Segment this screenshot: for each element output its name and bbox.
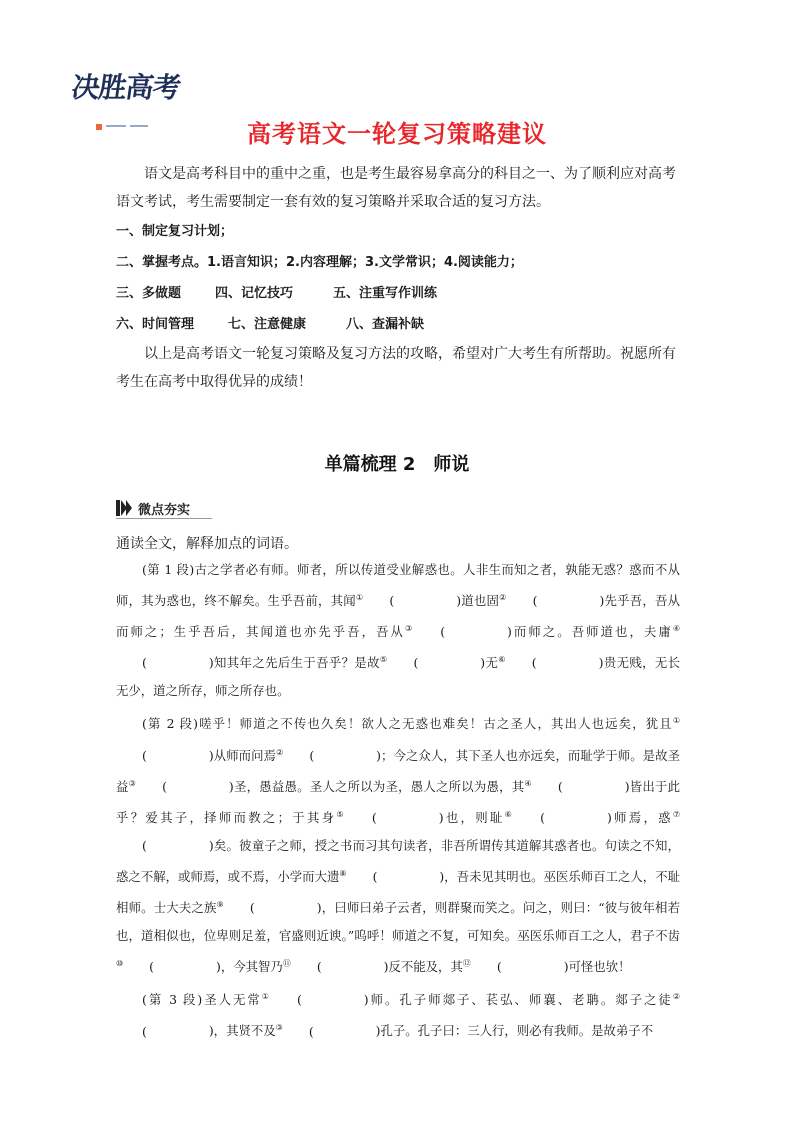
intro-paragraph-1: 语文是高考科目中的重中之重，也是考生最容易拿高分的科目之一、为了顺利应对高考语文考试，考生需要制定一套有效的复习策略并采取合适的复习方法。 (116, 166, 676, 210)
text-segment: )孔子。孔子曰：三人行，则必有我师。是故弟子不 (375, 1023, 654, 1039)
text-segment: )反不能及，其 (383, 959, 463, 975)
text-segment: (第 3 段)圣人无常 (142, 992, 262, 1008)
text-segment: (第 2 段)嗟乎！师道之不传也久矣！欲人之无惑也难矣！古之圣人，其出人也远矣，犹且 (142, 716, 673, 732)
strategy-item-3: 三、多做题 (116, 286, 182, 301)
text-segment: )先乎吾，吾从而师之；生乎吾后，其闻道也亦先乎吾，吾从 (116, 593, 681, 640)
answer-blank[interactable]: ( (496, 959, 502, 975)
answer-blank[interactable]: ( (309, 747, 315, 763)
tag-label: 微点夯实 (138, 503, 191, 518)
blank-number: ④ (524, 778, 532, 788)
text-segment: )皆出于此乎？爱其子，择师而教之；于其身 (116, 778, 681, 825)
blank-number: ⑤ (379, 655, 388, 665)
blank-number: ③ (404, 624, 415, 634)
text-segment: )圣，愚益愚。圣人之所以为圣，愚人之所以为愚，其 (228, 778, 525, 794)
text-segment: )贵无贱，无长无少，道之所存，师之所存也。 (116, 655, 681, 699)
text-segment: )也，则耻 (438, 809, 505, 825)
answer-blank[interactable]: ( (372, 869, 378, 884)
text-segment: )，吾未见其明也。巫医乐师百工之人，不耻相师。士大夫之族 (116, 869, 681, 916)
text-paragraph-3 (116, 983, 680, 1045)
answer-blank[interactable]: ( (440, 624, 446, 640)
blank-number: ② (499, 593, 507, 602)
text-segment: )，今其智乃 (216, 959, 283, 975)
text-paragraph-2 (116, 707, 680, 981)
blank-number: ① (672, 716, 680, 726)
answer-blank[interactable]: ( (389, 593, 395, 609)
strategy-item-1: 一、制定复习计划； (116, 224, 234, 239)
text-segment: )，其贤不及 (208, 1023, 276, 1039)
text-segment: )矣。彼童子之师，授之书而习其句读者，非吾所谓传其道解其惑者也。句读之不知，惑之不解，或师焉，或不焉，小学而大遗 (116, 837, 680, 884)
answer-blank[interactable]: ( (142, 837, 147, 853)
blank-number: ③ (128, 778, 137, 788)
answer-blank[interactable]: ( (142, 655, 147, 671)
strategy-item-6: 六、时间管理 (116, 317, 195, 332)
blank-number: ⑩ (116, 959, 124, 969)
blank-number: ① (261, 992, 271, 1002)
blank-number: ⑥ (504, 809, 515, 819)
text-segment: )可怪也欤！ (563, 959, 631, 975)
answer-blank[interactable]: ( (540, 809, 545, 825)
text-segment: )知其年之先后生于吾乎？是故 (208, 655, 380, 671)
text-segment: )道也固 (456, 593, 500, 609)
answer-blank[interactable]: ( (531, 655, 537, 671)
strategy-item-7: 七、注意健康 (228, 317, 307, 332)
text-segment: )，曰师曰弟子云者，则群聚而笑之。问之，则曰：“彼与彼年相若也，道相似也，位卑则足羞，官盛则近谀。”呜呼！师道之不复，可知矣。巫医乐师百工之人，君子不齿 (116, 900, 681, 944)
classical-text (116, 556, 680, 1046)
section-title: 单篇梳理 2 师说 (324, 454, 470, 475)
answer-blank[interactable]: ( (557, 778, 563, 794)
tag-underline (116, 518, 212, 519)
answer-blank[interactable]: ( (249, 900, 255, 916)
answer-blank[interactable]: ( (142, 1023, 147, 1039)
answer-blank[interactable]: ( (142, 747, 147, 763)
section-tag (116, 498, 212, 518)
blank-number: ② (672, 992, 680, 1002)
blank-number: ⑤ (336, 809, 346, 819)
chevron-tag-icon (116, 500, 132, 516)
text-segment: (第 1 段)古之学者必有师。师者，所以传道受业解惑也。人非生而知之者，孰能无惑？惑而不从师，其为惑也，终不解矣。生乎吾前，其闻 (116, 562, 680, 609)
blank-number: ① (355, 593, 364, 602)
answer-blank[interactable]: ( (371, 809, 377, 825)
answer-blank[interactable]: ( (162, 778, 167, 794)
strategy-item-2: 二、掌握考点。1.语言知识；2.内容理解；3.文学常识；4.阅读能力； (116, 255, 523, 270)
blank-number: ⑨ (216, 900, 224, 909)
text-paragraph-1 (116, 556, 680, 705)
logo-text: 决胜高考 (69, 71, 183, 104)
text-segment: )师。孔子师郯子、苌弘、师襄、老聃。郯子之徒 (363, 992, 673, 1008)
strategy-item-8: 八、查漏补缺 (346, 317, 425, 332)
strategy-item-4: 四、记忆技巧 (215, 286, 294, 301)
blank-number: ⑦ (672, 809, 681, 819)
text-segment: )无 (480, 655, 499, 671)
blank-number: ② (276, 747, 284, 757)
intro-paragraph-2: 以上是高考语文一轮复习策略及复习方法的攻略，希望对广大考生有所帮助。祝愿所有考生在高考中取得优异的成绩！ (116, 346, 676, 390)
text-segment: )；今之众人，其下圣人也亦远矣，而耻学于师。是故圣益 (116, 747, 680, 794)
answer-blank[interactable]: ( (413, 655, 419, 671)
blank-number: ⑧ (339, 868, 347, 878)
answer-blank[interactable]: ( (296, 992, 302, 1008)
blank-number: ④ (672, 624, 681, 634)
blank-number: ③ (275, 1023, 283, 1033)
instruction-text: 通读全文，解释加点的词语。 (116, 536, 298, 552)
blank-number: ⑪ (282, 959, 291, 969)
page-title: 高考语文一轮复习策略建议 (247, 120, 547, 148)
answer-blank[interactable]: ( (308, 1023, 314, 1039)
blank-number: ⑫ (462, 959, 471, 969)
text-segment: )师焉，惑 (606, 809, 673, 825)
answer-blank[interactable]: ( (532, 593, 538, 609)
strategy-row-3 (116, 278, 678, 309)
text-segment: )从师而问焉 (208, 747, 277, 763)
strategy-item-5: 五、注重写作训练 (333, 286, 438, 301)
strategy-row-4 (116, 309, 678, 340)
text-segment: )而师之。吾师道也，夫庸 (507, 624, 673, 640)
blank-number: ⑥ (498, 655, 506, 665)
answer-blank[interactable]: ( (316, 959, 322, 975)
intro-section (116, 160, 678, 396)
answer-blank[interactable]: ( (149, 959, 155, 975)
